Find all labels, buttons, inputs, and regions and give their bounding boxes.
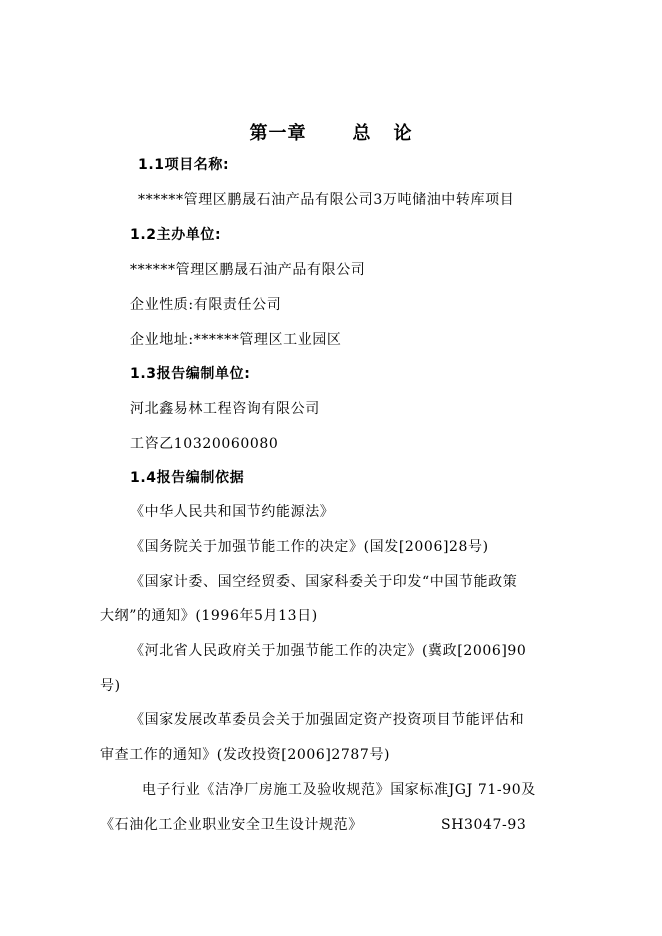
project-name-text: ******管理区鹏晟石油产品有限公司3万吨储油中转库项目 bbox=[138, 192, 515, 208]
basis-item-5-line-1: 《国家发展改革委员会关于加强固定资产投资项目节能评估和 bbox=[130, 712, 525, 728]
sponsor-name-text: ******管理区鹏晟石油产品有限公司 bbox=[130, 262, 366, 278]
basis-item-4-line-1: 《河北省人民政府关于加强节能工作的决定》(冀政[2006]90 bbox=[130, 643, 527, 659]
report-company-text: 河北鑫易林工程咨询有限公司 bbox=[130, 401, 320, 417]
basis-item-6: 电子行业《洁净厂房施工及验收规范》国家标准JGJ 71-90及 bbox=[142, 782, 536, 798]
basis-item-7-title: 《石油化工企业职业安全卫生设计规范》 bbox=[100, 817, 363, 833]
basis-item-2: 《国务院关于加强节能工作的决定》(国发[2006]28号) bbox=[130, 539, 489, 555]
basis-item-5-line-2: 审查工作的通知》(发改投资[2006]2787号) bbox=[100, 747, 391, 763]
company-address-text: 企业地址:******管理区工业园区 bbox=[130, 332, 342, 348]
basis-item-3-line-2: 大纲”的通知》(1996年5月13日) bbox=[100, 608, 318, 624]
basis-item-4-line-2: 号) bbox=[100, 678, 121, 694]
section-1-1-heading: 1.1项目名称: bbox=[138, 157, 230, 173]
basis-item-1: 《中华人民共和国节约能源法》 bbox=[130, 504, 335, 520]
report-cert-text: 工咨乙10320060080 bbox=[130, 436, 279, 452]
basis-item-7-code: SH3047-93 bbox=[441, 817, 527, 833]
chapter-title-char-1: 总 bbox=[352, 123, 372, 144]
section-1-4-heading: 1.4报告编制依据 bbox=[130, 470, 245, 486]
company-nature-text: 企业性质:有限责任公司 bbox=[130, 297, 282, 313]
chapter-title-char-2: 论 bbox=[393, 123, 413, 144]
section-1-2-heading: 1.2主办单位: bbox=[130, 227, 222, 243]
section-1-3-heading: 1.3报告编制单位: bbox=[130, 366, 251, 382]
chapter-title bbox=[0, 122, 662, 146]
basis-item-3-line-1: 《国家计委、国空经贸委、国家科委关于印发“中国节能政策 bbox=[130, 574, 518, 590]
chapter-number: 第一章 bbox=[249, 123, 307, 144]
